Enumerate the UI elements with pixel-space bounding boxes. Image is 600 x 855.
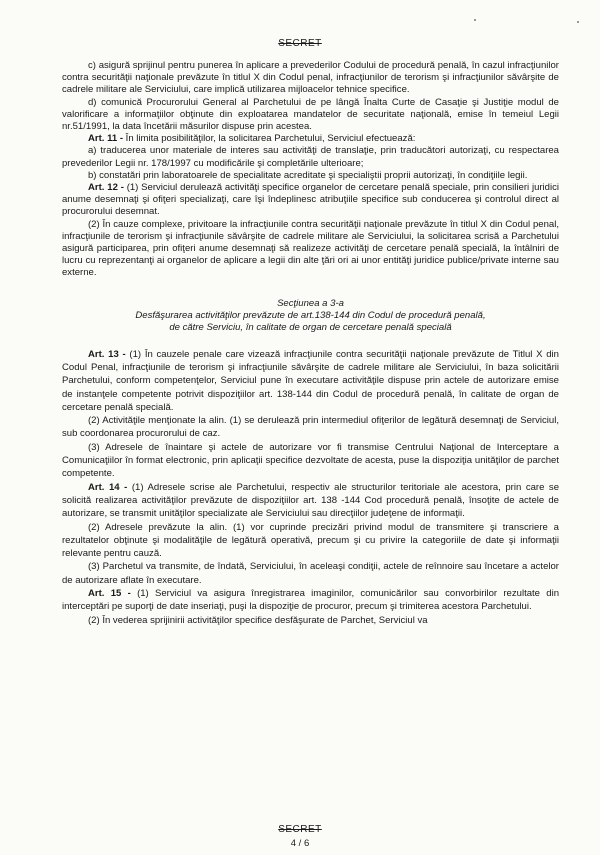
article-15 <box>62 587 559 614</box>
article-11 <box>62 133 559 145</box>
paragraph: (2) Adresele prevăzute la alin. (1) vor cuprinde precizări privind modul de transmitere şi transcriere a rezultatelor obţinute şi modalităţile de legătură operativă, precum şi cu privire la categoriile de date şi informaţii relevante pentru cauză. <box>62 521 559 560</box>
paragraph: (3) Parchetul va transmite, de îndată, Serviciului, în aceleaşi condiţii, actele de reînnoire sau încetare a actelor de autorizare aflate în executare. <box>62 561 559 586</box>
article-12 <box>62 182 559 219</box>
paragraph: (2) Activităţile menţionate la alin. (1) se derulează prin intermediul ofiţerilor de legătură desemnaţi de Serviciul, sub coordonarea procurorului de caz. <box>62 415 559 440</box>
article-label: Art. 15 - <box>88 588 131 599</box>
classification-footer-text: SECRET <box>278 824 322 835</box>
article-14 <box>62 481 559 521</box>
scan-speck <box>577 21 579 23</box>
paragraph: (2) În cauze complexe, privitoare la infracţiunile contra securităţii naţionale prevăzute în titlul X din Codul penal, infracţiunile de terorism şi infracţiunile săvârşite de cadrele militare ale Serviciului, la solicitarea scrisă a Parchetului asigură participarea, prin ofiţeri anume desemnaţi să realizeze activităţi de cercetare penală specială, la întâlniri de lucru cu reprezentanţi ai organelor de aplicare a legii din alte ţări ori ai unor entităţi juridice publice/private interne sau externe. <box>62 218 559 279</box>
article-text: (1) Serviciul derulează activităţi specifice organelor de cercetare penală speciale, prin consilieri juridici anume desemnaţi şi ofiţeri specializaţi, care îşi îndeplinesc atribuţiile specifice sub conducerea şi controlul direct al procurorului desemnat. <box>62 182 560 218</box>
section-heading <box>62 298 559 334</box>
article-13 <box>62 348 559 414</box>
article-text: (1) În cauzele penale care vizează infracţiunile contra securităţii naţionale prevăzute de Titlul X din Codul Penal, infracţiunile de terorism şi infracţiunile săvârşite de cadrele militare ale Serviciului, în baza solicitării Parchetului, conform competenţelor, Serviciul pune în executare activităţile dispuse prin actele de autorizare emise de instanţele competente potrivit dispoziţiilor art. 138-144 din Codul de procedură penală, în calitate de organ de cercetare penală specială. <box>62 348 559 413</box>
paragraph: (2) În vederea sprijinirii activităţilor specifice desfăşurate de Parchet, Serviciul va <box>88 614 428 626</box>
article-label: Art. 13 - <box>88 348 126 360</box>
paragraph: a) traducerea unor materiale de interes sau activităţi de translaţie, prin traducători autorizaţi, cu respectarea prevederilor Legii nr. 178/1997 cu modificările şi completările ulterioare; <box>62 145 559 169</box>
scan-speck <box>474 19 476 21</box>
paragraph: d) comunică Procurorului General al Parchetului de pe lângă Înalta Curte de Casaţie şi Justiţie modul de valorificare a informaţiilor obţinute din exploatarea mandatelor de securitate naţională, emise în temeiul Legii nr.51/1991, la data încetării măsurilor dispuse prin acestea. <box>62 96 559 133</box>
article-label: Art. 14 - <box>88 481 128 493</box>
article-label: Art. 12 - <box>88 182 124 194</box>
section-subtitle-line-2: de către Serviciu, în calitate de organ de cercetare penală specială <box>169 321 452 333</box>
article-text: (1) Adresele scrise ale Parchetului, respectiv ale structurilor teritoriale ale acestora, prin care se solicită realizarea activităţilor prevăzute de dispoziţiilor art. 138 -144 Cod procedură penală, însoţite de actele de autorizare, se transmit unităţilor specializate ale Serviciului sau direcţiilor judeţene de informaţii. <box>62 481 560 520</box>
article-text: În limita posibilităţilor, la solicitarea Parchetului, Serviciul efectuează: <box>123 133 416 145</box>
section-title: Secţiunea a 3-a <box>277 297 344 309</box>
classification-header <box>0 38 600 49</box>
section-subtitle-line-1: Desfăşurarea activităţilor prevăzute de art.138-144 din Codul de procedură penală, <box>135 309 486 321</box>
article-text: (1) Serviciul va asigura înregistrarea imaginilor, comunicărilor sau convorbirilor rezultate din interceptări pe suporţi de date inseriaţi, puşi la dispoziţie de procuror, precum şi trimiterea acestora Parchetului. <box>62 588 560 613</box>
paragraph: b) constatări prin laboratoarele de specialitate acreditate şi specialiştii proprii autorizaţi, în condiţiile legii. <box>88 169 528 181</box>
classification-header-text: SECRET <box>278 38 322 49</box>
article-label: Art. 11 - <box>88 133 124 145</box>
paragraph: (3) Adresele de înaintare şi actele de autorizare vor fi transmise Centrului Naţional de Interceptare a Comunicaţiilor în format electronic, prin aplicaţii specifice dezvoltate de acesta, puse la dispoziţia unităţilor de parchet competente. <box>62 441 559 480</box>
page-number: 4 / 6 <box>290 838 310 849</box>
document-body <box>62 60 559 627</box>
classification-footer <box>0 824 600 835</box>
paragraph: c) asigură sprijinul pentru punerea în aplicare a prevederilor Codului de procedură penală, în cazul infracţiunilor contra securităţii naţionale prevăzute în titlul X din Codul penal, infracţiunilor de terorism şi infracţiunilor săvârşite de cadrele militare ale Serviciului, care implică utilizarea mijloacelor tehnice specifice. <box>62 60 559 96</box>
